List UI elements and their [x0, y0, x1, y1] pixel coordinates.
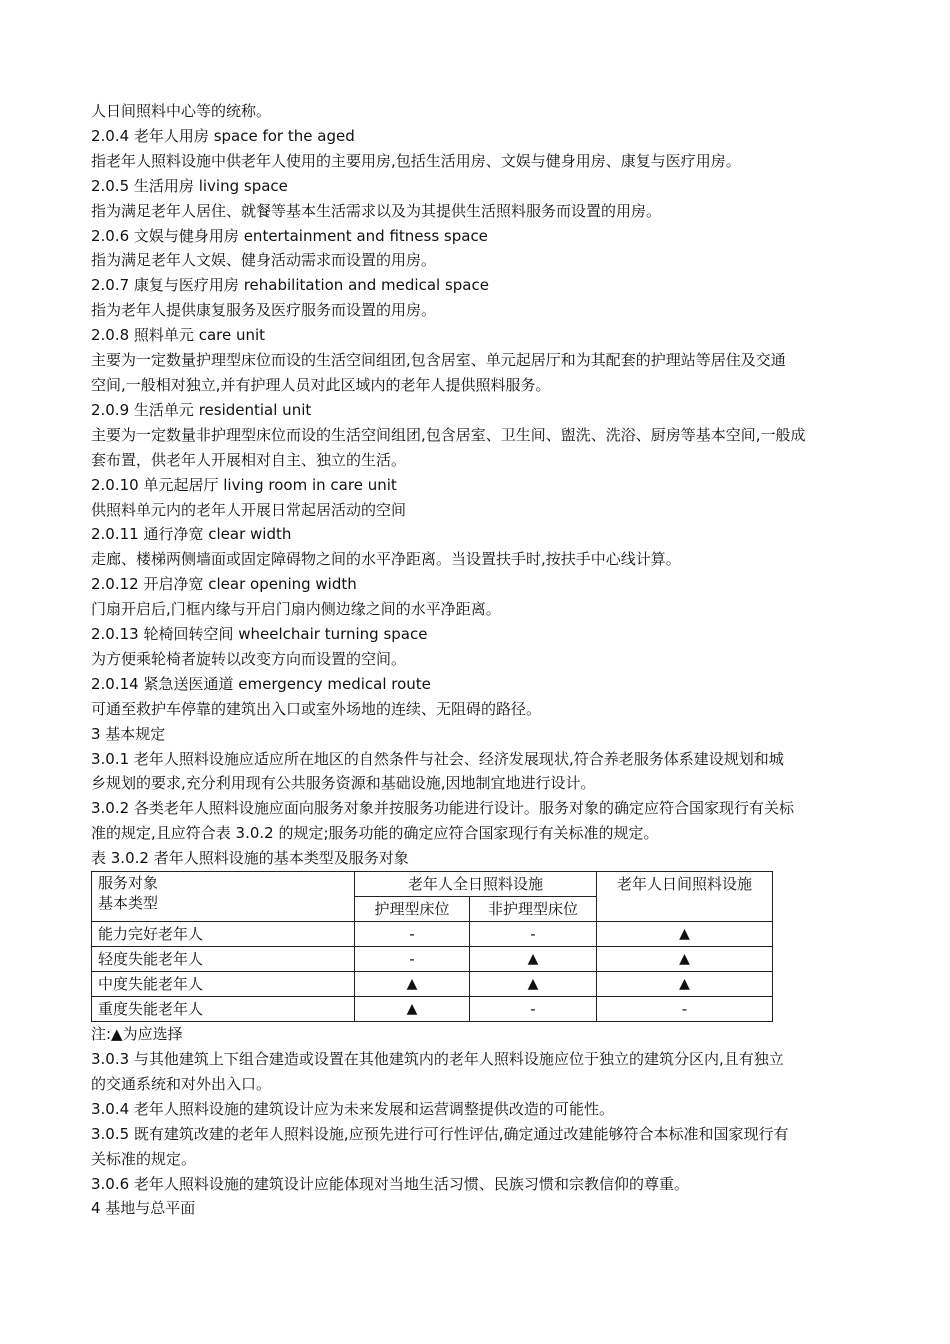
- service-type-table: [91, 871, 773, 1022]
- term-definition: 空间,一般相对独立,并有护理人员对此区域内的老年人提供照料服务。: [91, 375, 551, 394]
- clause-text: 准的规定,且应符合表 3.0.2 的规定;服务功能的确定应符合国家现行有关标准的规定。: [91, 824, 659, 843]
- clause-text: 的交通系统和对外出入口。: [91, 1074, 272, 1093]
- table-cell: -: [355, 947, 470, 972]
- table-cell: -: [470, 997, 597, 1022]
- row-label: 轻度失能老年人: [92, 947, 355, 972]
- clause-text: 3.0.1 老年人照料设施应适应所在地区的自然条件与社会、经济发展现状,符合养老服务体系建设规划和城: [91, 749, 784, 768]
- table-row: [92, 972, 773, 997]
- term-heading: 2.0.4 老年人用房 space for the aged: [91, 126, 355, 145]
- term-heading: 2.0.7 康复与医疗用房 rehabilitation and medical space: [91, 276, 489, 295]
- row-label: 中度失能老年人: [92, 972, 355, 997]
- clause-text: 3.0.2 各类老年人照料设施应面向服务对象并按服务功能进行设计。服务对象的确定应符合国家现行有关标: [91, 799, 794, 818]
- term-definition: 主要为一定数量护理型床位而设的生活空间组团,包含居室、单元起居厅和为其配套的护理站等居住及交通: [91, 351, 786, 370]
- subheader-nursing-bed: 护理型床位: [355, 897, 470, 922]
- term-heading: 2.0.13 轮椅回转空间 wheelchair turning space: [91, 625, 428, 644]
- term-heading: 2.0.9 生活单元 residential unit: [91, 400, 312, 419]
- text-before-table: [91, 99, 871, 871]
- table-cell: ▲: [470, 972, 597, 997]
- table-cell: -: [597, 997, 773, 1022]
- term-definition: 门扇开启后,门框内缘与开启门扇内侧边缘之间的水平净距离。: [91, 600, 501, 619]
- term-definition: 供照料单元内的老年人开展日常起居活动的空间: [91, 500, 407, 519]
- text-after-table: [91, 1022, 871, 1221]
- table-cell: ▲: [355, 997, 470, 1022]
- clause-text: 3.0.5 既有建筑改建的老年人照料设施,应预先进行可行性评估,确定通过改建能够符合本标准和国家现行有: [91, 1124, 789, 1143]
- table-cell: ▲: [597, 972, 773, 997]
- table-cell: -: [355, 922, 470, 947]
- text-line: 人日间照料中心等的统称。: [91, 102, 272, 120]
- corner-label-bottom: 基本类型: [98, 894, 159, 913]
- table-cell: ▲: [355, 972, 470, 997]
- term-heading: 2.0.6 文娱与健身用房 entertainment and fitness space: [91, 226, 488, 245]
- term-heading: 2.0.11 通行净宽 clear width: [91, 525, 292, 544]
- table-cell: ▲: [470, 947, 597, 972]
- section-heading: 4 基地与总平面: [91, 1199, 196, 1218]
- clause-text: 乡规划的要求,充分利用现有公共服务资源和基础设施,因地制宜地进行设计。: [91, 774, 596, 793]
- row-label: 重度失能老年人: [92, 997, 355, 1022]
- corner-label-top: 服务对象: [98, 874, 159, 893]
- clause-text: 3.0.4 老年人照料设施的建筑设计应为未来发展和运营调整提供改造的可能性。: [91, 1099, 614, 1118]
- clause-text: 3.0.3 与其他建筑上下组合建造或设置在其他建筑内的老年人照料设施应位于独立的建筑分区内,且有独立: [91, 1050, 784, 1068]
- term-heading: 2.0.14 紧急送医通道 emergency medical route: [91, 674, 431, 693]
- table-note: 注:▲为应选择: [91, 1025, 183, 1044]
- term-definition: 走廊、楼梯两侧墙面或固定障碍物之间的水平净距离。当设置扶手时,按扶手中心线计算。: [91, 550, 681, 569]
- table-cell: ▲: [597, 922, 773, 947]
- clause-text: 3.0.6 老年人照料设施的建筑设计应能体现对当地生活习惯、民族习惯和宗教信仰的尊重。: [91, 1174, 689, 1193]
- term-definition: 指为满足老年人居住、就餐等基本生活需求以及为其提供生活照料服务而设置的用房。: [91, 201, 662, 220]
- document-content: [91, 99, 871, 1221]
- header-full-day-care: 老年人全日照料设施: [355, 872, 597, 897]
- table-row: [92, 947, 773, 972]
- subheader-non-nursing-bed: 非护理型床位: [470, 897, 597, 922]
- row-label: 能力完好老年人: [92, 922, 355, 947]
- term-definition: 主要为一定数量非护理型床位而设的生活空间组团,包含居室、卫生间、盥洗、洗浴、厨房等基本空间,一般成: [91, 425, 806, 444]
- term-definition: 套布置，供老年人开展相对自主、独立的生活。: [91, 450, 407, 469]
- term-heading: 2.0.8 照料单元 care unit: [91, 326, 266, 345]
- table-caption: 表 3.0.2 者年人照料设施的基本类型及服务对象: [91, 849, 409, 868]
- term-heading: 2.0.10 单元起居厅 living room in care unit: [91, 475, 397, 494]
- clause-text: 关标准的规定。: [91, 1149, 197, 1168]
- term-definition: 指为老年人提供康复服务及医疗服务而设置的用房。: [91, 301, 437, 320]
- term-heading: 2.0.5 生活用房 living space: [91, 176, 288, 195]
- term-definition: 为方便乘轮椅者旋转以改变方向而设置的空间。: [91, 649, 407, 668]
- table-row: [92, 997, 773, 1022]
- term-definition: 可通至救护车停靠的建筑出入口或室外场地的连续、无阻碍的路径。: [91, 699, 542, 718]
- table-row: [92, 922, 773, 947]
- term-definition: 指老年人照料设施中供老年人使用的主要用房,包括生活用房、文娱与健身用房、康复与医疗用房。: [91, 151, 741, 170]
- table-cell: -: [470, 922, 597, 947]
- table-corner-cell: [92, 872, 355, 922]
- table-header-row: [92, 872, 773, 897]
- header-day-care: 老年人日间照料设施: [597, 872, 773, 922]
- term-definition: 指为满足老年人文娱、健身活动需求而设置的用房。: [91, 251, 437, 270]
- term-heading: 2.0.12 开启净宽 clear opening width: [91, 575, 357, 594]
- section-heading: 3 基本规定: [91, 724, 166, 743]
- table-cell: ▲: [597, 947, 773, 972]
